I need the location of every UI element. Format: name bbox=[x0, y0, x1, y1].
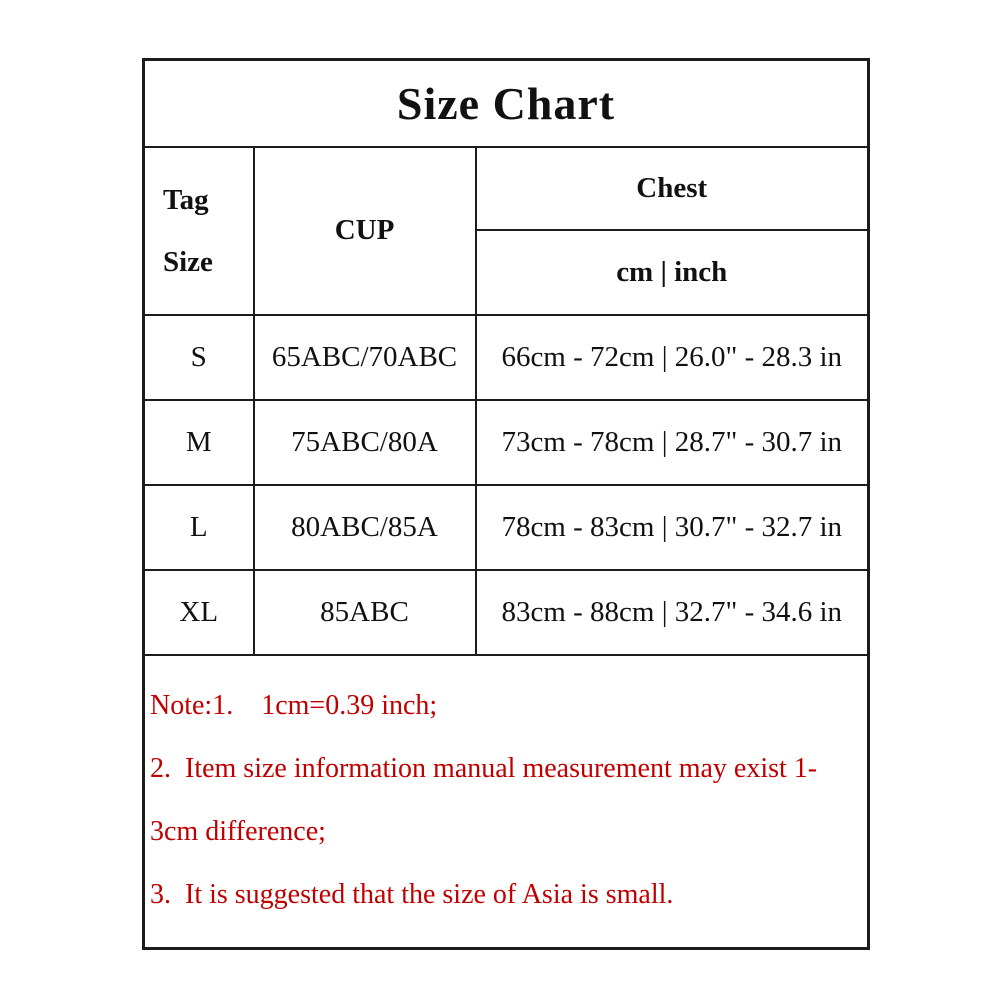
page-title: Size Chart bbox=[144, 60, 869, 147]
table-row-xl bbox=[144, 570, 869, 655]
chest-unit-label: cm | inch bbox=[476, 230, 869, 315]
column-header-tag-size bbox=[144, 147, 254, 315]
table-row-l bbox=[144, 485, 869, 570]
notes-row bbox=[144, 655, 869, 949]
chest-value: 83cm - 88cm | 32.7" - 34.6 in bbox=[476, 570, 869, 655]
column-header-chest: Chest bbox=[476, 147, 869, 230]
column-header-cup: CUP bbox=[254, 147, 476, 315]
chest-value: 78cm - 83cm | 30.7" - 32.7 in bbox=[476, 485, 869, 570]
title-row bbox=[144, 60, 869, 147]
tag-size-line2: Size bbox=[163, 245, 213, 278]
chest-value: 66cm - 72cm | 26.0" - 28.3 in bbox=[476, 315, 869, 400]
table-row-m bbox=[144, 400, 869, 485]
size-value: M bbox=[144, 400, 254, 485]
size-value: S bbox=[144, 315, 254, 400]
cup-value: 85ABC bbox=[254, 570, 476, 655]
cup-value: 75ABC/80A bbox=[254, 400, 476, 485]
tag-size-line1: Tag bbox=[163, 183, 209, 216]
cup-value: 65ABC/70ABC bbox=[254, 315, 476, 400]
note-item-1: Note:1. 1cm=0.39 inch; bbox=[150, 689, 438, 721]
header-row bbox=[144, 147, 869, 230]
notes-section bbox=[144, 655, 869, 949]
size-value: L bbox=[144, 485, 254, 570]
table-row-s bbox=[144, 315, 869, 400]
size-value: XL bbox=[144, 570, 254, 655]
note-item-3: 3. It is suggested that the size of Asia is small. bbox=[150, 878, 674, 910]
cup-value: 80ABC/85A bbox=[254, 485, 476, 570]
note-item-2: 2. Item size information manual measurement may exist 1-3cm difference; bbox=[150, 752, 818, 847]
size-chart-table bbox=[142, 58, 870, 950]
chest-value: 73cm - 78cm | 28.7" - 30.7 in bbox=[476, 400, 869, 485]
